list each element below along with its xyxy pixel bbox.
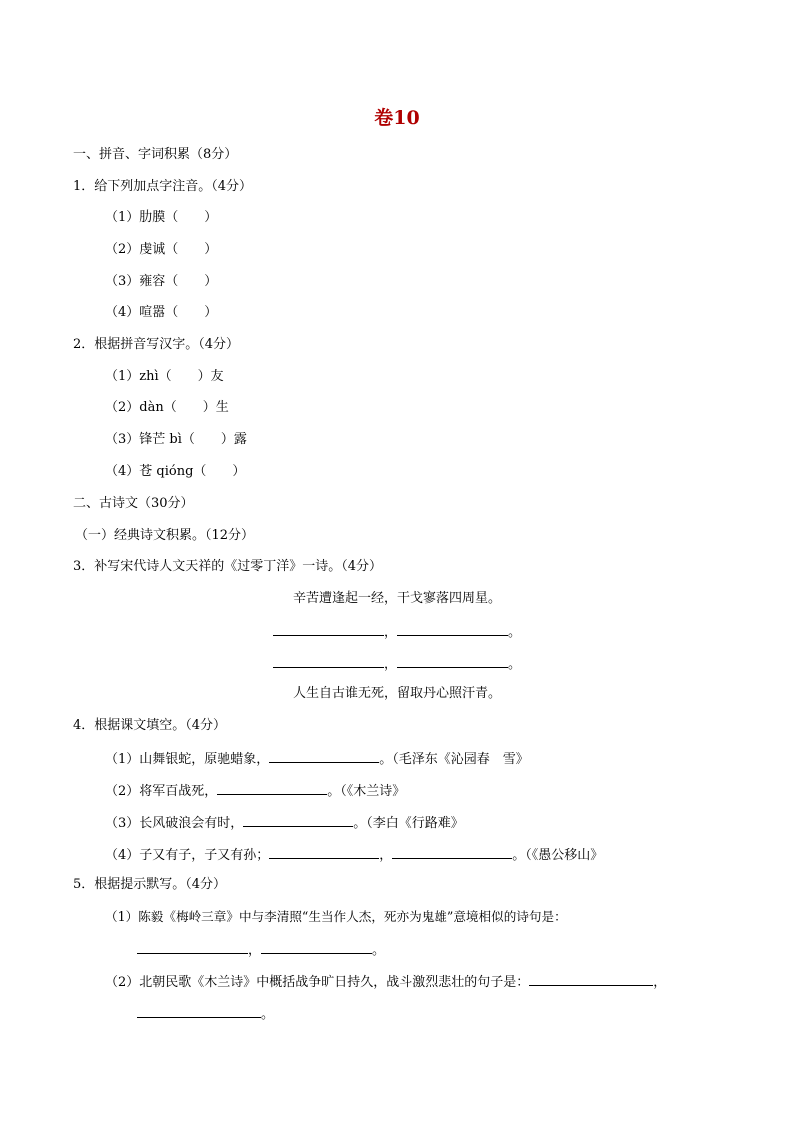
q5-blank-2[interactable] bbox=[261, 939, 372, 954]
q4-item-3: （3）长风破浪会有时， 。（李白《行路难》 bbox=[105, 812, 464, 834]
q1-item-3: （3）雍容（ ） bbox=[105, 274, 218, 289]
q4-prompt: 4．根据课文填空。（4分） bbox=[73, 718, 227, 733]
q3-blank-2[interactable] bbox=[397, 621, 508, 636]
q3-poem-line-2: ， 。 bbox=[0, 621, 794, 643]
q2-item-1-before: （1）zhì（ bbox=[105, 369, 172, 384]
q3-poem-line-1: 辛苦遭逢起一经，干戈寥落四周星。 bbox=[292, 591, 501, 606]
q1-item-4: （4）喧嚣（ ） bbox=[105, 305, 218, 320]
q5-blank-4[interactable] bbox=[137, 1003, 261, 1018]
q5-item-1: （1）陈毅《梅岭三章》中与李清照“生当作人杰，死亦为鬼雄”意境相似的诗句是： bbox=[105, 909, 567, 924]
q4-blank-4[interactable] bbox=[269, 844, 379, 859]
q2-item-4-after: ） bbox=[232, 464, 246, 479]
q2-item-2-before: （2）dàn（ bbox=[105, 400, 177, 415]
q3-blank-3[interactable] bbox=[273, 653, 384, 668]
q2-item-1-after: ）友 bbox=[197, 369, 224, 384]
q4-blank-1[interactable] bbox=[269, 748, 379, 763]
page-title: 卷10 bbox=[374, 107, 420, 129]
q4-blank-3[interactable] bbox=[243, 812, 353, 827]
q2-item-2-after: ）生 bbox=[202, 400, 229, 415]
section2-heading: 二、古诗文（30分） bbox=[73, 496, 194, 511]
q4-item-4: （4）子又有子，子又有孙； ， 。（《愚公移山》 bbox=[105, 844, 603, 866]
q5-item-1-answer: ， 。 bbox=[137, 939, 385, 961]
q3-blank-1[interactable] bbox=[273, 621, 384, 636]
q4-blank-5[interactable] bbox=[392, 844, 512, 859]
q3-poem-line-4: 人生自古谁无死，留取丹心照汗青。 bbox=[292, 686, 501, 701]
q2-item-4-before: （4）苍 qióng（ bbox=[105, 464, 207, 479]
q2-item-4 bbox=[105, 462, 245, 482]
section2-sub1: （一）经典诗文积累。（12分） bbox=[75, 528, 255, 543]
q2-item-1 bbox=[105, 367, 224, 387]
q5-prompt: 5．根据提示默写。（4分） bbox=[73, 877, 227, 892]
q5-blank-1[interactable] bbox=[137, 939, 248, 954]
q3-blank-4[interactable] bbox=[397, 653, 508, 668]
q3-poem-line-3: ， 。 bbox=[0, 653, 794, 675]
q5-item-2-answer: 。 bbox=[137, 1003, 274, 1025]
q2-prompt: 2．根据拼音写汉字。（4分） bbox=[73, 337, 240, 352]
q1-prompt: 1．给下列加点字注音。（4分） bbox=[73, 179, 253, 194]
q2-item-3 bbox=[105, 430, 247, 450]
q4-item-1: （1）山舞银蛇，原驰蜡象， 。（毛泽东《沁园春 雪》 bbox=[105, 748, 529, 770]
q2-item-3-after: ）露 bbox=[220, 432, 247, 447]
q2-item-2 bbox=[105, 398, 229, 418]
q4-blank-2[interactable] bbox=[217, 780, 327, 795]
q5-item-2: （2）北朝民歌《木兰诗》中概括战争旷日持久，战斗激烈悲壮的句子是： ， bbox=[105, 971, 666, 993]
q2-item-3-before: （3）锋芒 bì（ bbox=[105, 432, 195, 447]
q1-item-2: （2）虔诚（ ） bbox=[105, 242, 218, 257]
q4-item-2: （2）将军百战死， 。（《木兰诗》 bbox=[105, 780, 405, 802]
q1-item-1: （1）肋膜（ ） bbox=[105, 210, 218, 225]
section1-heading: 一、拼音、字词积累（8分） bbox=[73, 147, 238, 162]
q5-blank-3[interactable] bbox=[529, 971, 653, 986]
q3-prompt: 3．补写宋代诗人文天祥的《过零丁洋》一诗。（4分） bbox=[73, 559, 383, 574]
